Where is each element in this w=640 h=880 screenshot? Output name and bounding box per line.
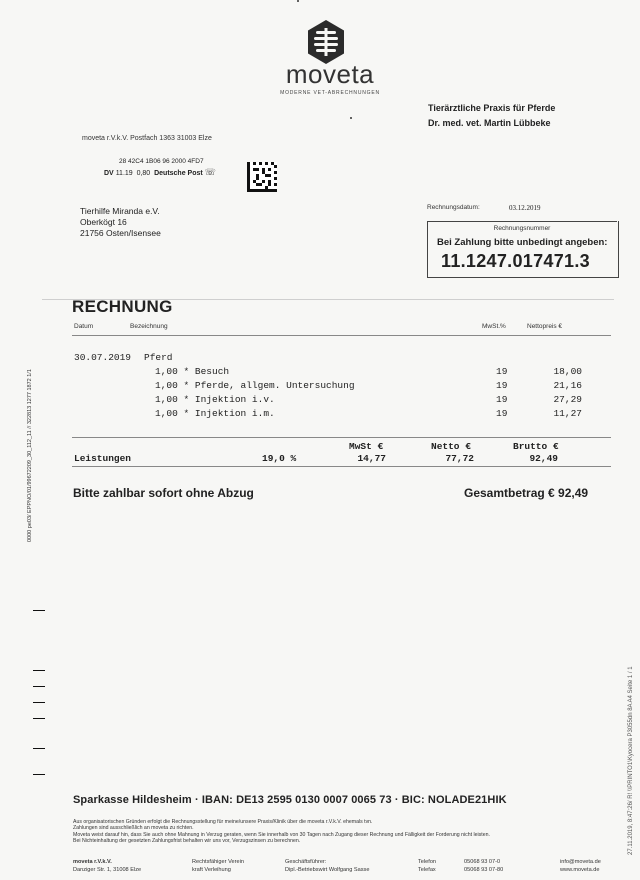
item-price: 18,00	[553, 366, 582, 377]
item-desc: 1,00 * Injektion i.v.	[155, 394, 275, 405]
posthorn-icon: ☏	[204, 167, 216, 177]
legal-line: Aus organisatorischen Gründen erfolgt die Rechnungsstellung für meine/unsere Praxis/Klinik über die moveta r.V.k.V. ehemals tvn.	[73, 819, 373, 825]
summary-rule-bottom	[72, 466, 611, 467]
footer-legal	[192, 858, 244, 874]
logo-tagline: MODERNE VET-ABRECHNUNGEN	[280, 90, 380, 96]
footer-tel-label: Telefon	[418, 859, 437, 865]
footer-org	[73, 858, 141, 874]
footer-email[interactable]: info@moveta.de	[560, 859, 601, 865]
footer-contact-labels	[418, 858, 436, 874]
item-mwst: 19	[496, 380, 508, 391]
invoice-date-label: Rechnungsdatum:	[427, 204, 480, 211]
legal-notice	[73, 819, 613, 844]
practice-line2: Dr. med. vet. Martin Lübbeke	[428, 118, 551, 128]
col-bezeichnung: Bezeichnung	[130, 323, 168, 330]
document-title: RECHNUNG	[72, 297, 173, 316]
fold-mark	[33, 610, 45, 611]
payment-hint: Bitte zahlbar sofort ohne Abzug	[73, 486, 254, 500]
item-price: 11,27	[553, 408, 582, 419]
invoice-number: 11.1247.017471.3	[441, 251, 590, 271]
total-amount: Gesamtbetrag € 92,49	[464, 486, 589, 500]
invoice-date: 03.12.2019	[509, 204, 541, 212]
postage-line	[104, 167, 216, 178]
scan-mark	[33, 748, 45, 749]
summary-label: Leistungen	[74, 453, 132, 464]
footer-org-name: moveta r.V.k.V.	[73, 859, 112, 865]
footer-legal2: kraft Verleihung	[192, 867, 231, 873]
scan-mark	[33, 670, 45, 671]
footer-web[interactable]: www.moveta.de	[560, 867, 600, 873]
punch-dot	[297, 0, 299, 2]
invoice-number-hint: Bei Zahlung bitte unbedingt angeben:	[437, 237, 608, 248]
summary-h-mwst: MwSt €	[349, 441, 384, 452]
postage-price: 0,80	[136, 170, 151, 177]
item-mwst: 19	[496, 394, 508, 405]
recipient-address	[80, 206, 161, 239]
sender-line: moveta r.V.k.V. Postfach 1363 31003 Elze	[82, 135, 212, 142]
item-desc: 1,00 * Injektion i.m.	[155, 408, 275, 419]
scan-mark	[33, 686, 45, 687]
legal-line: Zahlungen sind ausschließlich an moveta zu richten.	[73, 825, 194, 832]
footer-fax: 05068 93 07-80	[464, 867, 504, 873]
bank-details: Sparkasse Hildesheim · IBAN: DE13 2595 0130 0007 0065 73 · BIC: NOLADE21HIK	[73, 794, 507, 806]
legal-line: Bei Nichteinhaltung der gesetzten Zahlungsfrist behalten wir uns vor, Verzugszinsen zu berechnen.	[73, 837, 301, 844]
col-netto: Nettopreis €	[527, 323, 563, 330]
summary-netto: 77,72	[445, 453, 474, 464]
summary-rule-top	[72, 437, 611, 438]
postage-date: 11.19	[115, 170, 133, 177]
logo-wordmark: moveta	[285, 59, 375, 89]
recipient-street: Oberkögt 16	[80, 217, 127, 227]
scan-mark	[33, 718, 45, 719]
col-datum: Datum	[74, 323, 94, 330]
invoice-number-box-top	[427, 221, 617, 222]
legal-line: Moveta weist darauf hin, dass Sie auch ohne Mahnung in Verzug geraten, wenn Sie innerhalb von 30 Tagen nach Zugang dieser Rechnung und Fälligkeit der Forderung nicht leisten.	[73, 831, 490, 838]
invoice-number-label: Rechnungsnummer	[493, 225, 551, 232]
entry-date: 30.07.2019	[74, 352, 132, 363]
col-mwst: MwSt.%	[482, 323, 506, 330]
footer-contact-numbers	[464, 858, 503, 874]
footer-mgmt-name: Dipl.-Betriebswirt Wolfgang Sasse	[285, 867, 370, 873]
footer-address: Danziger Str. 1, 31008 Elze	[73, 867, 142, 873]
footer-fax-label: Telefax	[418, 867, 436, 873]
header-rule	[72, 335, 611, 336]
datamatrix-code-icon	[247, 162, 277, 192]
practice-name	[428, 101, 555, 131]
summary-h-netto: Netto €	[431, 441, 471, 452]
item-desc: 1,00 * Besuch	[155, 366, 230, 377]
item-price: 27,29	[553, 394, 582, 405]
punch-dot	[350, 117, 352, 119]
scan-mark	[33, 702, 45, 703]
item-mwst: 19	[496, 408, 508, 419]
summary-brutto: 92,49	[529, 453, 558, 464]
practice-line1: Tierärztliche Praxis für Pferde	[428, 103, 556, 113]
item-desc: 1,00 * Pferde, allgem. Untersuchung	[155, 380, 355, 391]
postage-code: 28 42C4 1B06 96 2000 4FD7	[119, 158, 204, 165]
summary-rate: 19,0 %	[262, 453, 297, 464]
entry-patient: Pferd	[144, 352, 173, 363]
footer-online	[560, 858, 601, 874]
item-mwst: 19	[496, 366, 508, 377]
item-price: 21,16	[553, 380, 582, 391]
recipient-city: 21756 Osten/Isensee	[80, 228, 161, 238]
side-reference-code: 0000 pe03/ EPPNO/01/99672209_30_112_11 // 322813 1277 1872 1/1	[27, 369, 33, 542]
postage-carrier: Deutsche Post	[154, 170, 203, 177]
summary-h-brutto: Brutto €	[513, 441, 559, 452]
summary-mwst: 14,77	[357, 453, 386, 464]
print-info: 27.11.2019, 8:47:26/ R! \\PRINTO1\Kyocera P3055dn 8A A4 Seite 1 / 1	[628, 666, 634, 855]
postage-dv: DV	[104, 170, 114, 177]
scan-mark	[33, 774, 45, 775]
footer-mgmt-label: Geschäftsführer:	[285, 859, 327, 865]
footer-legal1: Rechtsfähiger Verein	[192, 859, 244, 865]
recipient-name: Tierhilfe Miranda e.V.	[80, 206, 160, 216]
footer-management	[285, 858, 369, 874]
footer-tel: 05068 93 07-0	[464, 859, 501, 865]
